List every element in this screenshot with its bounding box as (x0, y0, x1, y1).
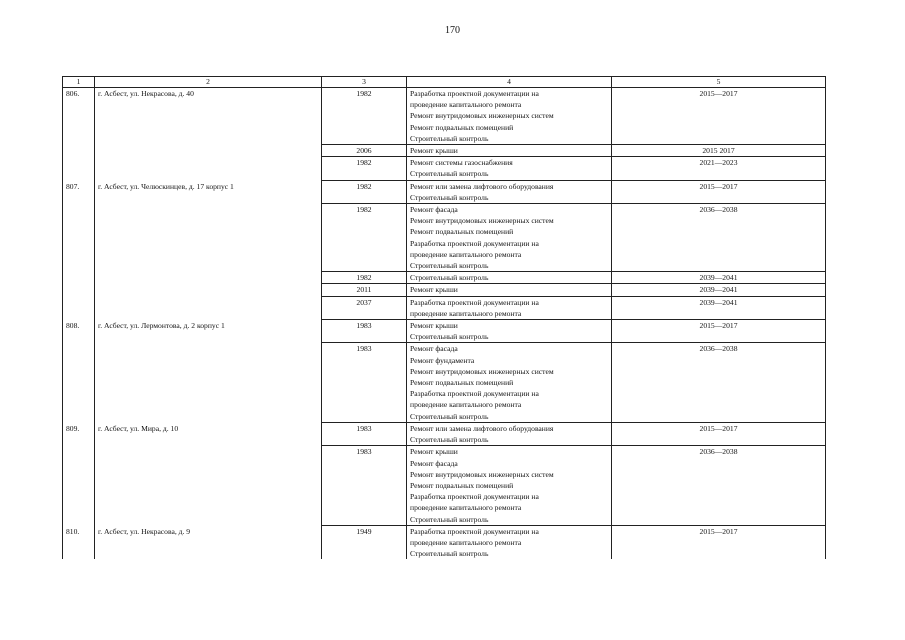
work-item: Разработка проектной документации на (410, 89, 539, 98)
capital-repair-table (62, 76, 826, 559)
work-item: Ремонт крыши (410, 146, 458, 156)
work-list (407, 422, 612, 445)
entry-address: г. Асбест, ул. Мира, д. 10 (95, 422, 322, 525)
work-list (407, 145, 612, 157)
repair-period: 2015—2017 (612, 88, 826, 145)
work-item: Ремонт внутридомовых инженерных систем (410, 111, 554, 121)
construction-year: 2006 (322, 145, 407, 157)
work-item: Строительный контроль (410, 411, 489, 421)
entry-address: г. Асбест, ул. Некрасова, д. 9 (95, 525, 322, 559)
work-item: проведение капитального ремонта (410, 503, 522, 513)
work-item: Ремонт внутридомовых инженерных систем (410, 216, 554, 226)
work-item: проведение капитального ремонта (410, 400, 522, 410)
work-list (407, 284, 612, 296)
table-row (63, 320, 826, 343)
work-item: Разработка проектной документации на (410, 389, 539, 399)
construction-year: 1982 (322, 180, 407, 203)
construction-year: 1982 (322, 204, 407, 272)
table-row (63, 180, 826, 203)
construction-year: 1983 (322, 446, 407, 525)
work-item: Строительный контроль (410, 133, 489, 143)
table-row (63, 422, 826, 445)
work-item: Разработка проектной документации на (410, 297, 539, 307)
entry-number: 806. (63, 88, 95, 181)
column-header-4: 4 (407, 77, 612, 88)
work-list (407, 296, 612, 319)
work-item: Ремонт внутридомовых инженерных систем (410, 469, 554, 479)
work-list (407, 88, 612, 145)
table-body (63, 77, 826, 560)
work-item: Ремонт крыши (410, 447, 458, 457)
work-list (407, 272, 612, 284)
entry-address: г. Асбест, ул. Челюскинцев, д. 17 корпус 1 (95, 180, 322, 319)
construction-year: 2037 (322, 296, 407, 319)
work-item: Ремонт фасада (410, 458, 458, 468)
column-header-5: 5 (612, 77, 826, 88)
entry-number: 808. (63, 320, 95, 423)
column-header-2: 2 (95, 77, 322, 88)
repair-period: 2015—2017 (612, 320, 826, 343)
construction-year: 2011 (322, 284, 407, 296)
repair-period: 2021—2023 (612, 157, 826, 180)
work-item: Ремонт подвальных помещений (410, 122, 514, 132)
construction-year: 1983 (322, 422, 407, 445)
repair-period: 2015 2017 (612, 145, 826, 157)
work-list (407, 343, 612, 422)
repair-period: 2039—2041 (612, 272, 826, 284)
column-header-1: 1 (63, 77, 95, 88)
work-item: проведение капитального ремонта (410, 249, 522, 259)
construction-year: 1982 (322, 272, 407, 284)
work-item: Ремонт подвальных помещений (410, 227, 514, 237)
column-header-row (63, 77, 826, 88)
work-item: Строительный контроль (410, 435, 489, 445)
page-number: 170 (445, 25, 460, 36)
work-item: Ремонт крыши (410, 321, 458, 331)
entry-address: г. Асбест, ул. Лермонтова, д. 2 корпус 1 (95, 320, 322, 423)
work-item: проведение капитального ремонта (410, 537, 522, 547)
work-item: Ремонт крыши (410, 285, 458, 295)
work-item: Строительный контроль (410, 514, 489, 524)
work-list (407, 157, 612, 180)
entry-number: 807. (63, 180, 95, 319)
repair-period: 2036—2038 (612, 204, 826, 272)
work-item: Ремонт внутридомовых инженерных систем (410, 366, 554, 376)
entry-number: 809. (63, 422, 95, 525)
work-item: Ремонт системы газоснабжения (410, 158, 513, 168)
repair-period: 2039—2041 (612, 284, 826, 296)
work-item: Разработка проектной документации на (410, 492, 539, 502)
work-item: Строительный контроль (410, 261, 489, 271)
work-item: Ремонт или замена лифтового оборудования (410, 423, 554, 433)
repair-period: 2039—2041 (612, 296, 826, 319)
repair-period: 2015—2017 (612, 180, 826, 203)
work-item: Ремонт фасада (410, 344, 458, 354)
table-row (63, 88, 826, 145)
entry-number: 810. (63, 525, 95, 559)
work-item: Ремонт или замена лифтового оборудования (410, 181, 554, 191)
work-item: Разработка проектной документации на (410, 238, 539, 248)
construction-year: 1982 (322, 157, 407, 180)
construction-year: 1982 (322, 88, 407, 145)
work-item: Ремонт фундамента (410, 355, 475, 365)
repair-period: 2015—2017 (612, 525, 826, 559)
work-item: проведение капитального ремонта (410, 308, 522, 318)
work-item: проведение капитального ремонта (410, 100, 522, 110)
table-row (63, 525, 826, 559)
work-list (407, 320, 612, 343)
work-item: Строительный контроль (410, 169, 489, 179)
work-list (407, 180, 612, 203)
entry-address: г. Асбест, ул. Некрасова, д. 40 (95, 88, 322, 181)
construction-year: 1983 (322, 343, 407, 422)
work-list (407, 204, 612, 272)
repair-period: 2036—2038 (612, 446, 826, 525)
work-item: Разработка проектной документации на (410, 526, 539, 536)
work-item: Ремонт подвальных помещений (410, 378, 514, 388)
construction-year: 1949 (322, 525, 407, 559)
work-list (407, 446, 612, 525)
work-item: Ремонт фасада (410, 205, 458, 215)
work-item: Ремонт подвальных помещений (410, 480, 514, 490)
work-item: Строительный контроль (410, 549, 489, 559)
construction-year: 1983 (322, 320, 407, 343)
repair-period: 2015—2017 (612, 422, 826, 445)
work-item: Строительный контроль (410, 192, 489, 202)
work-item: Строительный контроль (410, 273, 489, 283)
repair-period: 2036—2038 (612, 343, 826, 422)
work-list (407, 525, 612, 559)
column-header-3: 3 (322, 77, 407, 88)
work-item: Строительный контроль (410, 332, 489, 342)
